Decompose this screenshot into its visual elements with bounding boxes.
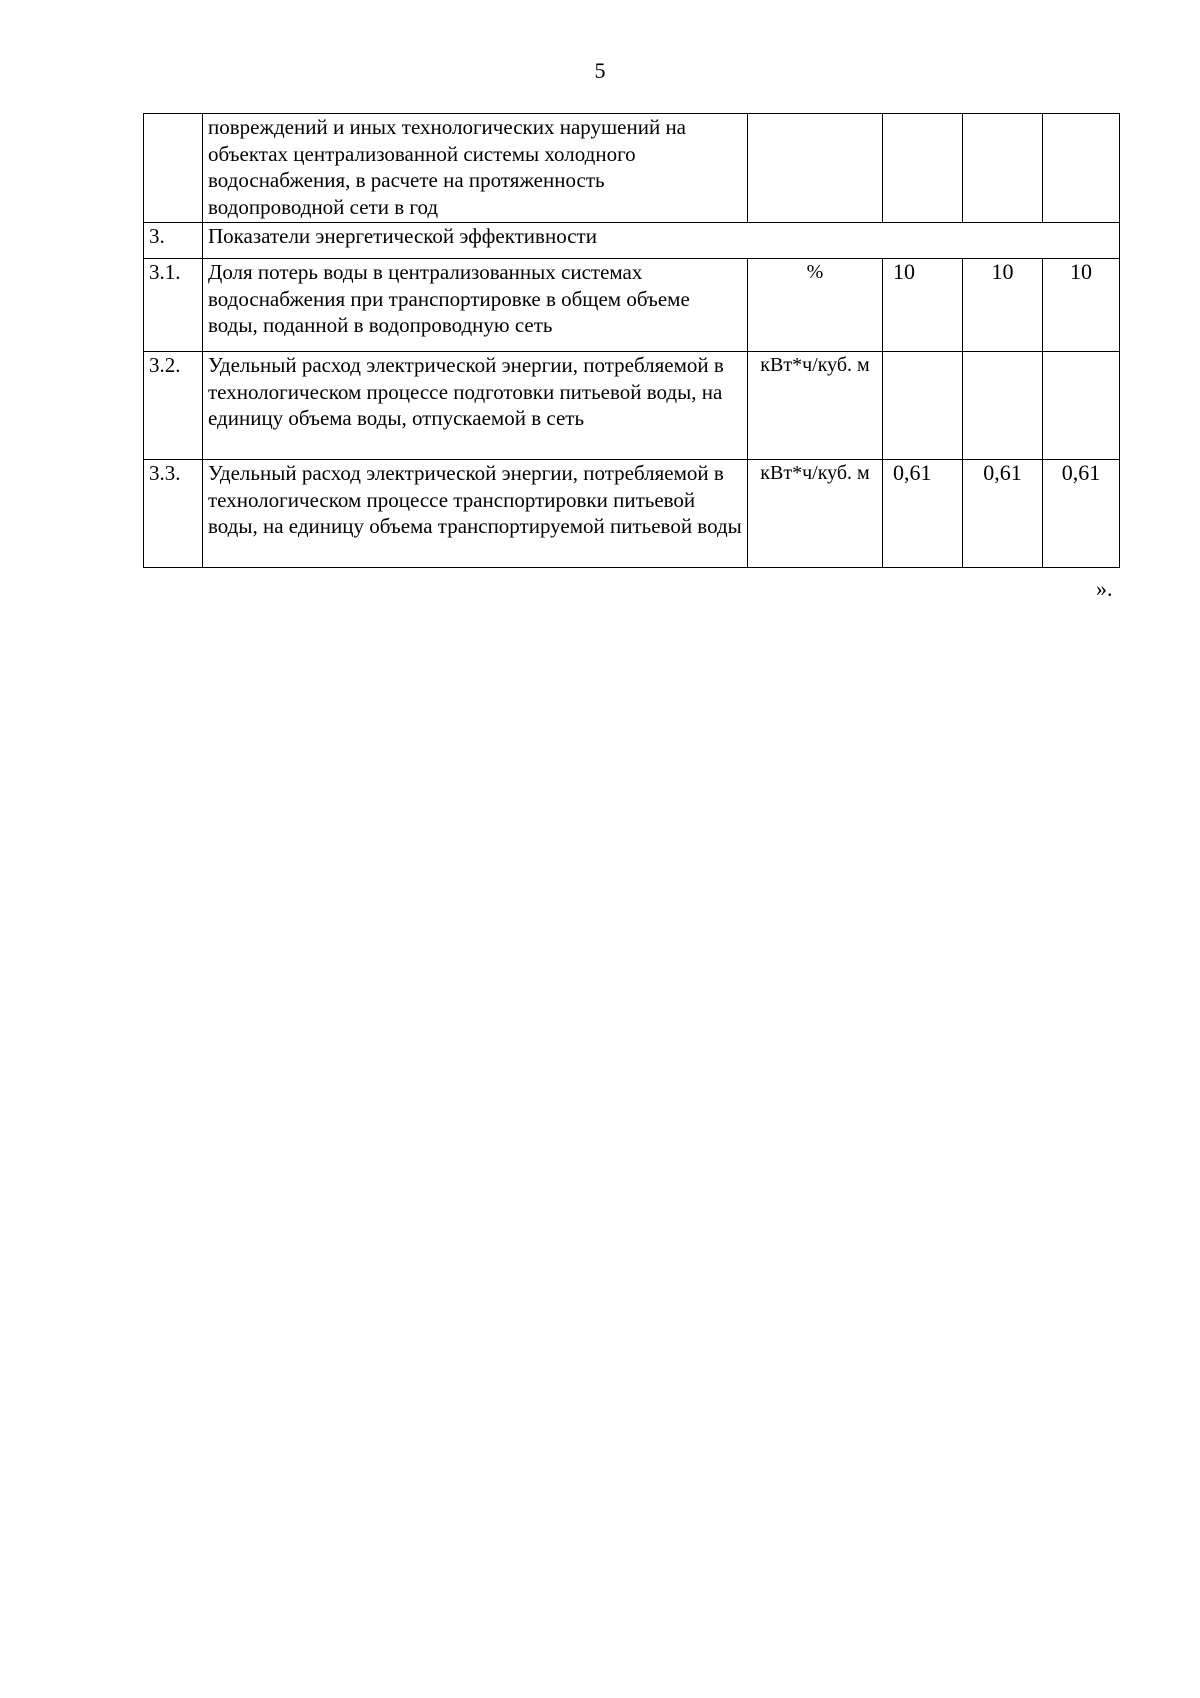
value-cell: 10 xyxy=(963,259,1043,352)
value-cell xyxy=(963,352,1043,460)
row-number: 3.3. xyxy=(144,460,203,568)
unit-cell: кВт*ч/куб. м xyxy=(748,352,883,460)
row-number: 3.2. xyxy=(144,352,203,460)
value-cell xyxy=(1043,114,1120,223)
row-number: 3.1. xyxy=(144,259,203,352)
unit-cell: % xyxy=(748,259,883,352)
value-cell: 0,61 xyxy=(883,460,963,568)
indicator-description: повреждений и иных технологических нарушений на объектах централизованной системы холодного водоснабжения, в расчете на протяженность водопроводной сети в год xyxy=(203,114,748,223)
section-row xyxy=(144,223,1120,259)
indicator-description: Удельный расход электрической энергии, потребляемой в технологическом процессе транспортировки питьевой воды, на единицу объема транспортируемой питьевой воды xyxy=(203,460,748,568)
value-cell xyxy=(883,114,963,223)
table-row xyxy=(144,259,1120,352)
section-number: 3. xyxy=(144,223,203,259)
page-number: 5 xyxy=(594,58,606,83)
unit-cell xyxy=(748,114,883,223)
section-title: Показатели энергетической эффективности xyxy=(203,223,1120,259)
value-cell xyxy=(963,114,1043,223)
value-cell: 10 xyxy=(1043,259,1120,352)
value-cell: 0,61 xyxy=(963,460,1043,568)
table-row xyxy=(144,114,1120,223)
value-cell xyxy=(1043,352,1120,460)
closing-quote-mark: ». xyxy=(1096,576,1113,601)
indicator-description: Доля потерь воды в централизованных системах водоснабжения при транспортировке в общем объеме воды, поданной в водопроводную сеть xyxy=(203,259,748,352)
indicator-description: Удельный расход электрической энергии, потребляемой в технологическом процессе подготовки питьевой воды, на единицу объема воды, отпускаемой в сеть xyxy=(203,352,748,460)
value-cell: 10 xyxy=(883,259,963,352)
value-cell: 0,61 xyxy=(1043,460,1120,568)
table-row xyxy=(144,352,1120,460)
row-number xyxy=(144,114,203,223)
table-row xyxy=(144,460,1120,568)
value-cell xyxy=(883,352,963,460)
unit-cell: кВт*ч/куб. м xyxy=(748,460,883,568)
indicators-table xyxy=(143,113,1120,568)
